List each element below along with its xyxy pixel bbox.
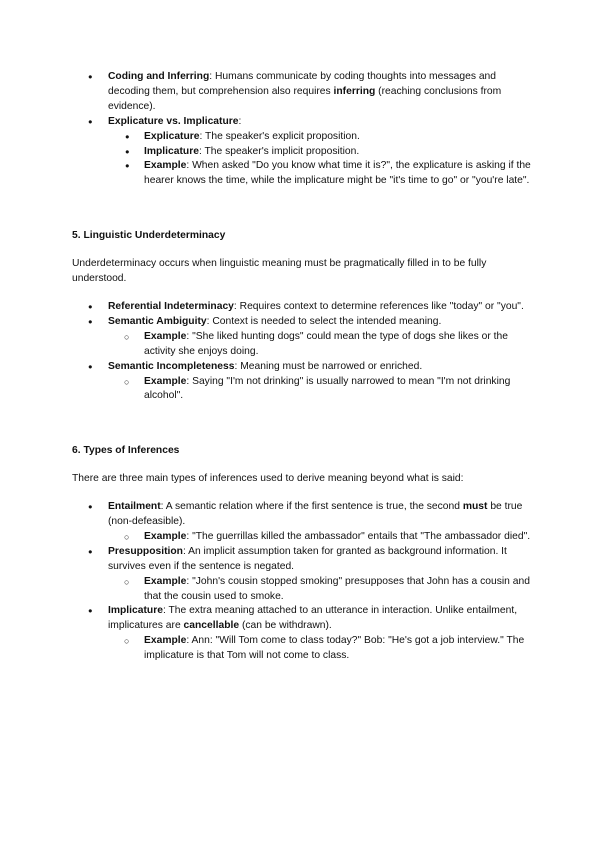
list-item-implicature	[72, 604, 534, 664]
item-text: : Context is needed to select the intended meaning.	[206, 315, 442, 327]
list-item-explicature-implicature	[72, 115, 534, 190]
item-text: : "She liked hunting dogs" could mean the type of dogs she likes or the activity she enjoys doing.	[144, 330, 508, 357]
item-text: : Ann: "Will Tom come to class today?" Bob: "He's got a job interview." The implicature is that Tom will not come to class.	[144, 635, 525, 662]
sub-item	[108, 375, 534, 405]
list-item-referential	[72, 300, 534, 315]
list-item-coding-inferring	[72, 70, 534, 115]
sub-item	[108, 159, 534, 189]
item-text: be true (non-defeasible).	[108, 501, 523, 528]
term-label: Referential Indeterminacy	[108, 300, 234, 312]
list-item-presupposition	[72, 545, 534, 605]
sub-item	[108, 330, 534, 360]
list-item-incompleteness	[72, 360, 534, 405]
sublist	[108, 530, 534, 545]
term-label: Semantic Ambiguity	[108, 315, 207, 327]
item-text: : "The guerrillas killed the ambassador" entails that "The ambassador died".	[186, 530, 531, 542]
sub-item	[108, 145, 534, 160]
term-label: Semantic Incompleteness	[108, 360, 235, 372]
sublist	[108, 375, 534, 405]
term-label: Example	[144, 635, 187, 647]
term-label: Implicature	[144, 145, 199, 157]
term-label: Explicature vs. Implicature	[108, 115, 239, 127]
list-item-ambiguity	[72, 315, 534, 360]
list-item-entailment	[72, 500, 534, 545]
sub-item	[108, 575, 534, 605]
item-text: : When asked "Do you know what time it is?", the explicature is asking if the hearer knows the time, while the implicature might be "it's time to go" or "you're late".	[144, 160, 531, 187]
emphasis: cancellable	[183, 620, 240, 632]
term-label: Example	[144, 160, 187, 172]
sub-item	[108, 130, 534, 145]
item-text: : An implicit assumption taken for granted as background information. It survives even if the sentence is negated.	[108, 545, 507, 572]
term-label: Entailment	[108, 501, 161, 513]
section5-list	[72, 300, 534, 404]
section6-list	[72, 500, 534, 664]
item-text: :	[238, 115, 242, 127]
item-text: : Requires context to determine references like "today" or "you".	[233, 300, 524, 312]
item-text: : The extra meaning attached to an utterance in interaction. Unlike entailment, implicatures are	[108, 605, 518, 632]
term-label: Presupposition	[108, 545, 183, 557]
section6-intro: There are three main types of inferences used to derive meaning beyond what is said:	[72, 473, 464, 485]
sublist	[108, 330, 534, 360]
sub-item	[108, 634, 534, 664]
item-text: : The speaker's implicit proposition.	[198, 145, 360, 157]
term-label: Example	[144, 330, 187, 342]
section5-intro: Underdeterminacy occurs when linguistic meaning must be pragmatically filled in to be fully understood.	[72, 258, 487, 285]
term-label: Explicature	[144, 130, 200, 142]
item-text: : Humans communicate by coding thoughts into messages and decoding them, but comprehension also requires	[108, 71, 497, 97]
section4-list	[72, 70, 534, 189]
section6-heading: 6. Types of Inferences	[72, 445, 180, 457]
item-text: (reaching conclusions from evidence).	[108, 85, 502, 112]
term-label: Coding and Inferring	[108, 71, 210, 82]
item-text: : Meaning must be narrowed or enriched.	[234, 360, 423, 372]
term-label: Example	[144, 575, 187, 587]
term-label: Example	[144, 375, 187, 387]
emphasis: must	[462, 501, 488, 513]
item-text: : A semantic relation where if the first sentence is true, the second	[160, 501, 463, 513]
term-label: Implicature	[108, 605, 163, 617]
item-text: (can be withdrawn).	[239, 620, 332, 632]
sublist	[108, 575, 534, 605]
item-text: : Saying "I'm not drinking" is usually narrowed to mean "I'm not drinking alcohol".	[144, 375, 511, 402]
document-content	[72, 70, 534, 664]
item-text: : The speaker's explicit proposition.	[199, 130, 360, 142]
sub-item	[108, 530, 534, 545]
emphasis: inferring	[333, 85, 376, 97]
term-label: Example	[144, 530, 187, 542]
sublist	[108, 634, 534, 664]
section5-heading: 5. Linguistic Underdeterminacy	[72, 230, 226, 242]
sublist	[108, 130, 534, 190]
item-text: : "John's cousin stopped smoking" presupposes that John has a cousin and that the cousin used to smoke.	[144, 575, 530, 602]
